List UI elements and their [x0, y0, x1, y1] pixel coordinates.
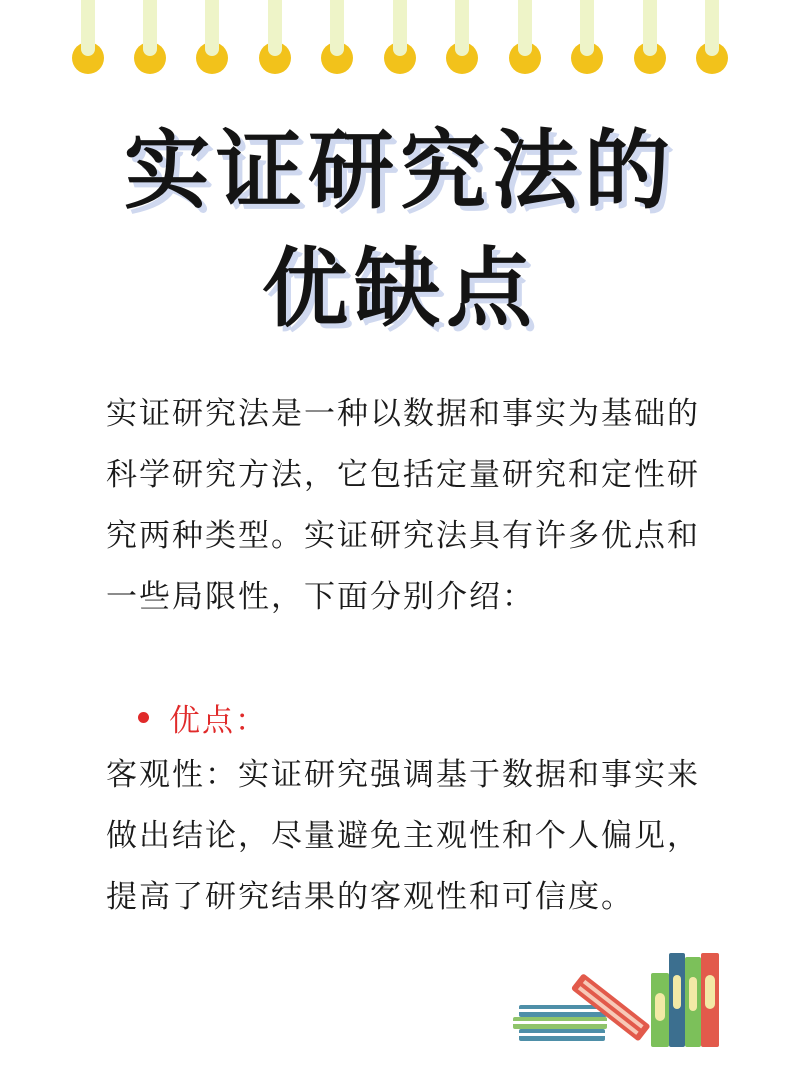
binder-ring-icon: [383, 0, 417, 76]
page-title-line-1: 实证研究法的: [124, 120, 676, 221]
binder-ring-icon: [508, 0, 542, 76]
binder-ring-icon: [133, 0, 167, 76]
objectivity-paragraph: 客观性：实证研究强调基于数据和事实来做出结论，尽量避免主观性和个人偏见，提高了研究结果的客观性和可信度。: [106, 757, 700, 915]
intro-paragraph: 实证研究法是一种以数据和事实为基础的科学研究方法，它包括定量研究和定性研究两种类型。实证研究法具有许多优点和一些局限性，下面分别介绍：: [106, 396, 700, 615]
pros-heading: [138, 694, 268, 740]
binder-ring-icon: [570, 0, 604, 76]
books-stack-icon: [505, 945, 735, 1055]
binder-ring-icon: [320, 0, 354, 76]
binder-ring-icon: [195, 0, 229, 76]
page-title-line-2: 优缺点: [262, 238, 538, 339]
pros-heading-label: 优点：: [169, 702, 268, 739]
binder-ring-icon: [71, 0, 105, 76]
binder-rings: [0, 0, 800, 80]
bullet-dot-icon: [138, 712, 149, 723]
binder-ring-icon: [633, 0, 667, 76]
binder-ring-icon: [695, 0, 729, 76]
binder-ring-icon: [445, 0, 479, 76]
binder-ring-icon: [258, 0, 292, 76]
